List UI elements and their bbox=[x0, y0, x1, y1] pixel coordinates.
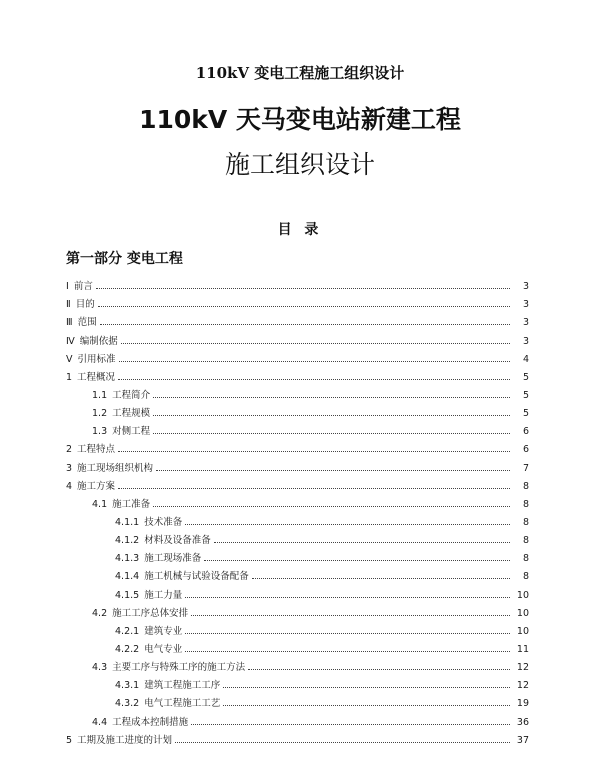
toc-dot-leader bbox=[252, 577, 510, 579]
toc-entry[interactable] bbox=[0, 691, 600, 709]
toc-entry-page: 3 bbox=[522, 317, 529, 329]
toc-entry-number: 4.3.2 bbox=[115, 698, 140, 710]
toc-entry-number: 1.2 bbox=[92, 408, 108, 420]
toc-entry-label: 目的 bbox=[75, 299, 95, 311]
document-title-sub: 施工组织设计 bbox=[224, 150, 375, 179]
toc-entry-page: 36 bbox=[516, 716, 529, 728]
toc-entry-label: 施工力量 bbox=[144, 589, 183, 601]
toc-entry-label: 工程简介 bbox=[112, 389, 151, 401]
toc-entry-number: 3 bbox=[66, 462, 73, 474]
toc-entry[interactable] bbox=[0, 347, 600, 365]
toc-entry-label: 电气工程施工工艺 bbox=[144, 698, 221, 710]
toc-entry[interactable] bbox=[0, 582, 600, 600]
toc-entry-number: 4.1.1 bbox=[115, 516, 140, 528]
toc-entry-label: 工程成本控制措施 bbox=[112, 716, 189, 728]
toc-entry-page: 4 bbox=[522, 353, 529, 365]
toc-dot-leader bbox=[248, 668, 510, 670]
toc-entry-page: 5 bbox=[522, 371, 529, 383]
toc-entry[interactable] bbox=[0, 437, 600, 455]
toc-entry[interactable] bbox=[0, 455, 600, 473]
toc-entry-line bbox=[0, 550, 600, 564]
toc-entry-label: 对侧工程 bbox=[112, 426, 151, 438]
toc-entry-label: 施工机械与试验设备配备 bbox=[144, 571, 249, 583]
toc-entry[interactable] bbox=[0, 383, 600, 401]
toc-entry-page: 7 bbox=[522, 462, 529, 474]
table-of-contents bbox=[0, 274, 600, 746]
toc-entry-page: 8 bbox=[522, 480, 529, 492]
document-title-small: 110kV 变电工程施工组织设计 bbox=[195, 64, 405, 82]
toc-entry-line bbox=[0, 695, 600, 709]
toc-entry-page: 8 bbox=[522, 535, 529, 547]
toc-dot-leader bbox=[185, 650, 510, 652]
toc-entry-number: 1.3 bbox=[92, 426, 108, 438]
toc-entry-line bbox=[0, 296, 600, 310]
toc-entry-line bbox=[0, 568, 600, 582]
toc-entry-line bbox=[0, 732, 600, 746]
toc-entry-number: 2 bbox=[66, 444, 73, 456]
toc-entry-page: 12 bbox=[516, 662, 529, 674]
toc-entry-line bbox=[0, 460, 600, 474]
toc-entry[interactable] bbox=[0, 673, 600, 691]
toc-dot-leader bbox=[98, 305, 510, 307]
toc-dot-leader bbox=[214, 541, 510, 543]
toc-dot-leader bbox=[185, 596, 510, 598]
toc-entry[interactable] bbox=[0, 546, 600, 564]
toc-entry-label: 建筑专业 bbox=[144, 625, 183, 637]
toc-dot-leader bbox=[96, 287, 510, 289]
toc-dot-leader bbox=[153, 414, 510, 416]
toc-entry[interactable] bbox=[0, 401, 600, 419]
toc-entry-line bbox=[0, 333, 600, 347]
toc-entry-page: 6 bbox=[522, 426, 529, 438]
toc-entry-number: 4.1.5 bbox=[115, 589, 140, 601]
toc-dot-leader bbox=[121, 342, 510, 344]
toc-entry[interactable] bbox=[0, 292, 600, 310]
toc-dot-leader bbox=[185, 632, 510, 634]
toc-entry-page: 19 bbox=[516, 698, 529, 710]
toc-dot-leader bbox=[204, 559, 510, 561]
toc-entry-line bbox=[0, 423, 600, 437]
toc-entry-line bbox=[0, 441, 600, 455]
toc-entry-label: 工程特点 bbox=[77, 444, 116, 456]
toc-entry-page: 10 bbox=[516, 625, 529, 637]
toc-entry-label: 工期及施工进度的计划 bbox=[77, 734, 173, 746]
toc-entry-label: 施工现场准备 bbox=[144, 553, 202, 565]
toc-dot-leader bbox=[118, 378, 510, 380]
toc-entry-page: 8 bbox=[522, 553, 529, 565]
toc-entry-page: 10 bbox=[516, 589, 529, 601]
part-heading: 第一部分 变电工程 bbox=[66, 251, 183, 267]
toc-entry-number: 4.2.1 bbox=[115, 625, 140, 637]
toc-entry-line bbox=[0, 351, 600, 365]
toc-entry-page: 5 bbox=[522, 408, 529, 420]
toc-entry[interactable] bbox=[0, 328, 600, 346]
toc-entry-page: 3 bbox=[522, 299, 529, 311]
toc-entry-line bbox=[0, 496, 600, 510]
toc-entry-line bbox=[0, 478, 600, 492]
toc-entry-number: 4.4 bbox=[92, 716, 108, 728]
toc-entry-label: 前言 bbox=[73, 281, 93, 293]
toc-dot-leader bbox=[175, 741, 510, 743]
toc-dot-leader bbox=[156, 469, 510, 471]
toc-entry-line bbox=[0, 659, 600, 673]
toc-entry-number: 5 bbox=[66, 734, 73, 746]
toc-entry[interactable] bbox=[0, 709, 600, 727]
toc-entry-label: 施工方案 bbox=[77, 480, 116, 492]
toc-dot-leader bbox=[100, 323, 510, 325]
toc-dot-leader bbox=[185, 523, 510, 525]
toc-entry-page: 10 bbox=[516, 607, 529, 619]
toc-entry-line bbox=[0, 387, 600, 401]
document-title-main: 110kV 天马变电站新建工程 bbox=[139, 105, 461, 134]
toc-dot-leader bbox=[223, 704, 510, 706]
toc-entry-number: 4.1.3 bbox=[115, 553, 140, 565]
toc-dot-leader bbox=[118, 487, 510, 489]
toc-entry-number: Ⅳ bbox=[66, 335, 75, 347]
toc-entry-label: 施工工序总体安排 bbox=[112, 607, 189, 619]
toc-entry-line bbox=[0, 278, 600, 292]
toc-entry-page: 11 bbox=[516, 643, 529, 655]
toc-entry-label: 材料及设备准备 bbox=[144, 535, 211, 547]
toc-entry-label: 施工准备 bbox=[112, 498, 151, 510]
toc-entry-label: 范围 bbox=[77, 317, 97, 329]
toc-entry-page: 6 bbox=[522, 444, 529, 456]
toc-entry-number: Ⅰ bbox=[66, 281, 69, 293]
toc-entry-page: 5 bbox=[522, 389, 529, 401]
toc-entry-page: 8 bbox=[522, 571, 529, 583]
toc-entry[interactable] bbox=[0, 510, 600, 528]
toc-entry-label: 主要工序与特殊工序的施工方法 bbox=[112, 662, 246, 674]
toc-entry-number: 4.2 bbox=[92, 607, 108, 619]
toc-dot-leader bbox=[191, 614, 510, 616]
toc-entry-line bbox=[0, 532, 600, 546]
toc-entry[interactable] bbox=[0, 619, 600, 637]
toc-dot-leader bbox=[153, 505, 510, 507]
toc-entry-number: Ⅴ bbox=[66, 353, 73, 365]
toc-entry[interactable] bbox=[0, 637, 600, 655]
toc-entry-line bbox=[0, 714, 600, 728]
toc-entry[interactable] bbox=[0, 528, 600, 546]
toc-entry[interactable] bbox=[0, 601, 600, 619]
toc-entry[interactable] bbox=[0, 274, 600, 292]
toc-entry-label: 电气专业 bbox=[144, 643, 183, 655]
toc-entry-page: 3 bbox=[522, 281, 529, 293]
toc-entry-page: 3 bbox=[522, 335, 529, 347]
toc-entry-number: Ⅱ bbox=[66, 299, 71, 311]
toc-dot-leader bbox=[223, 686, 510, 688]
toc-entry-line bbox=[0, 677, 600, 691]
toc-entry-number: 4.3 bbox=[92, 662, 108, 674]
toc-entry-label: 编制依据 bbox=[79, 335, 118, 347]
toc-entry-label: 施工现场组织机构 bbox=[77, 462, 154, 474]
toc-heading: 目 录 bbox=[277, 222, 323, 238]
toc-entry-page: 8 bbox=[522, 498, 529, 510]
toc-entry-line bbox=[0, 605, 600, 619]
toc-entry[interactable] bbox=[0, 419, 600, 437]
toc-entry-line bbox=[0, 369, 600, 383]
toc-entry-line bbox=[0, 587, 600, 601]
toc-dot-leader bbox=[119, 360, 510, 362]
toc-entry-number: 1.1 bbox=[92, 389, 108, 401]
toc-entry[interactable] bbox=[0, 474, 600, 492]
toc-entry-line bbox=[0, 514, 600, 528]
toc-dot-leader bbox=[153, 396, 510, 398]
toc-entry-number: 4.1.2 bbox=[115, 535, 140, 547]
toc-entry-line bbox=[0, 314, 600, 328]
toc-entry-line bbox=[0, 623, 600, 637]
toc-entry-line bbox=[0, 641, 600, 655]
toc-entry-number: 4.2.2 bbox=[115, 643, 140, 655]
toc-dot-leader bbox=[153, 432, 510, 434]
toc-dot-leader bbox=[118, 450, 510, 452]
toc-dot-leader bbox=[191, 723, 510, 725]
toc-entry[interactable] bbox=[0, 365, 600, 383]
toc-entry-label: 技术准备 bbox=[144, 516, 183, 528]
toc-entry-label: 引用标准 bbox=[77, 353, 116, 365]
toc-entry[interactable] bbox=[0, 728, 600, 746]
toc-entry-number: 4.1 bbox=[92, 498, 108, 510]
toc-entry-page: 12 bbox=[516, 680, 529, 692]
toc-entry-label: 工程规模 bbox=[112, 408, 151, 420]
toc-entry[interactable] bbox=[0, 655, 600, 673]
toc-entry-page: 37 bbox=[516, 734, 529, 746]
toc-entry-number: Ⅲ bbox=[66, 317, 73, 329]
toc-entry-number: 1 bbox=[66, 371, 73, 383]
toc-entry-page: 8 bbox=[522, 516, 529, 528]
toc-entry[interactable] bbox=[0, 310, 600, 328]
toc-entry-number: 4.1.4 bbox=[115, 571, 140, 583]
toc-entry-number: 4.3.1 bbox=[115, 680, 140, 692]
toc-entry-label: 工程概况 bbox=[77, 371, 116, 383]
toc-entry-number: 4 bbox=[66, 480, 73, 492]
toc-entry-label: 建筑工程施工工序 bbox=[144, 680, 221, 692]
toc-entry-line bbox=[0, 405, 600, 419]
toc-entry[interactable] bbox=[0, 492, 600, 510]
toc-entry[interactable] bbox=[0, 564, 600, 582]
